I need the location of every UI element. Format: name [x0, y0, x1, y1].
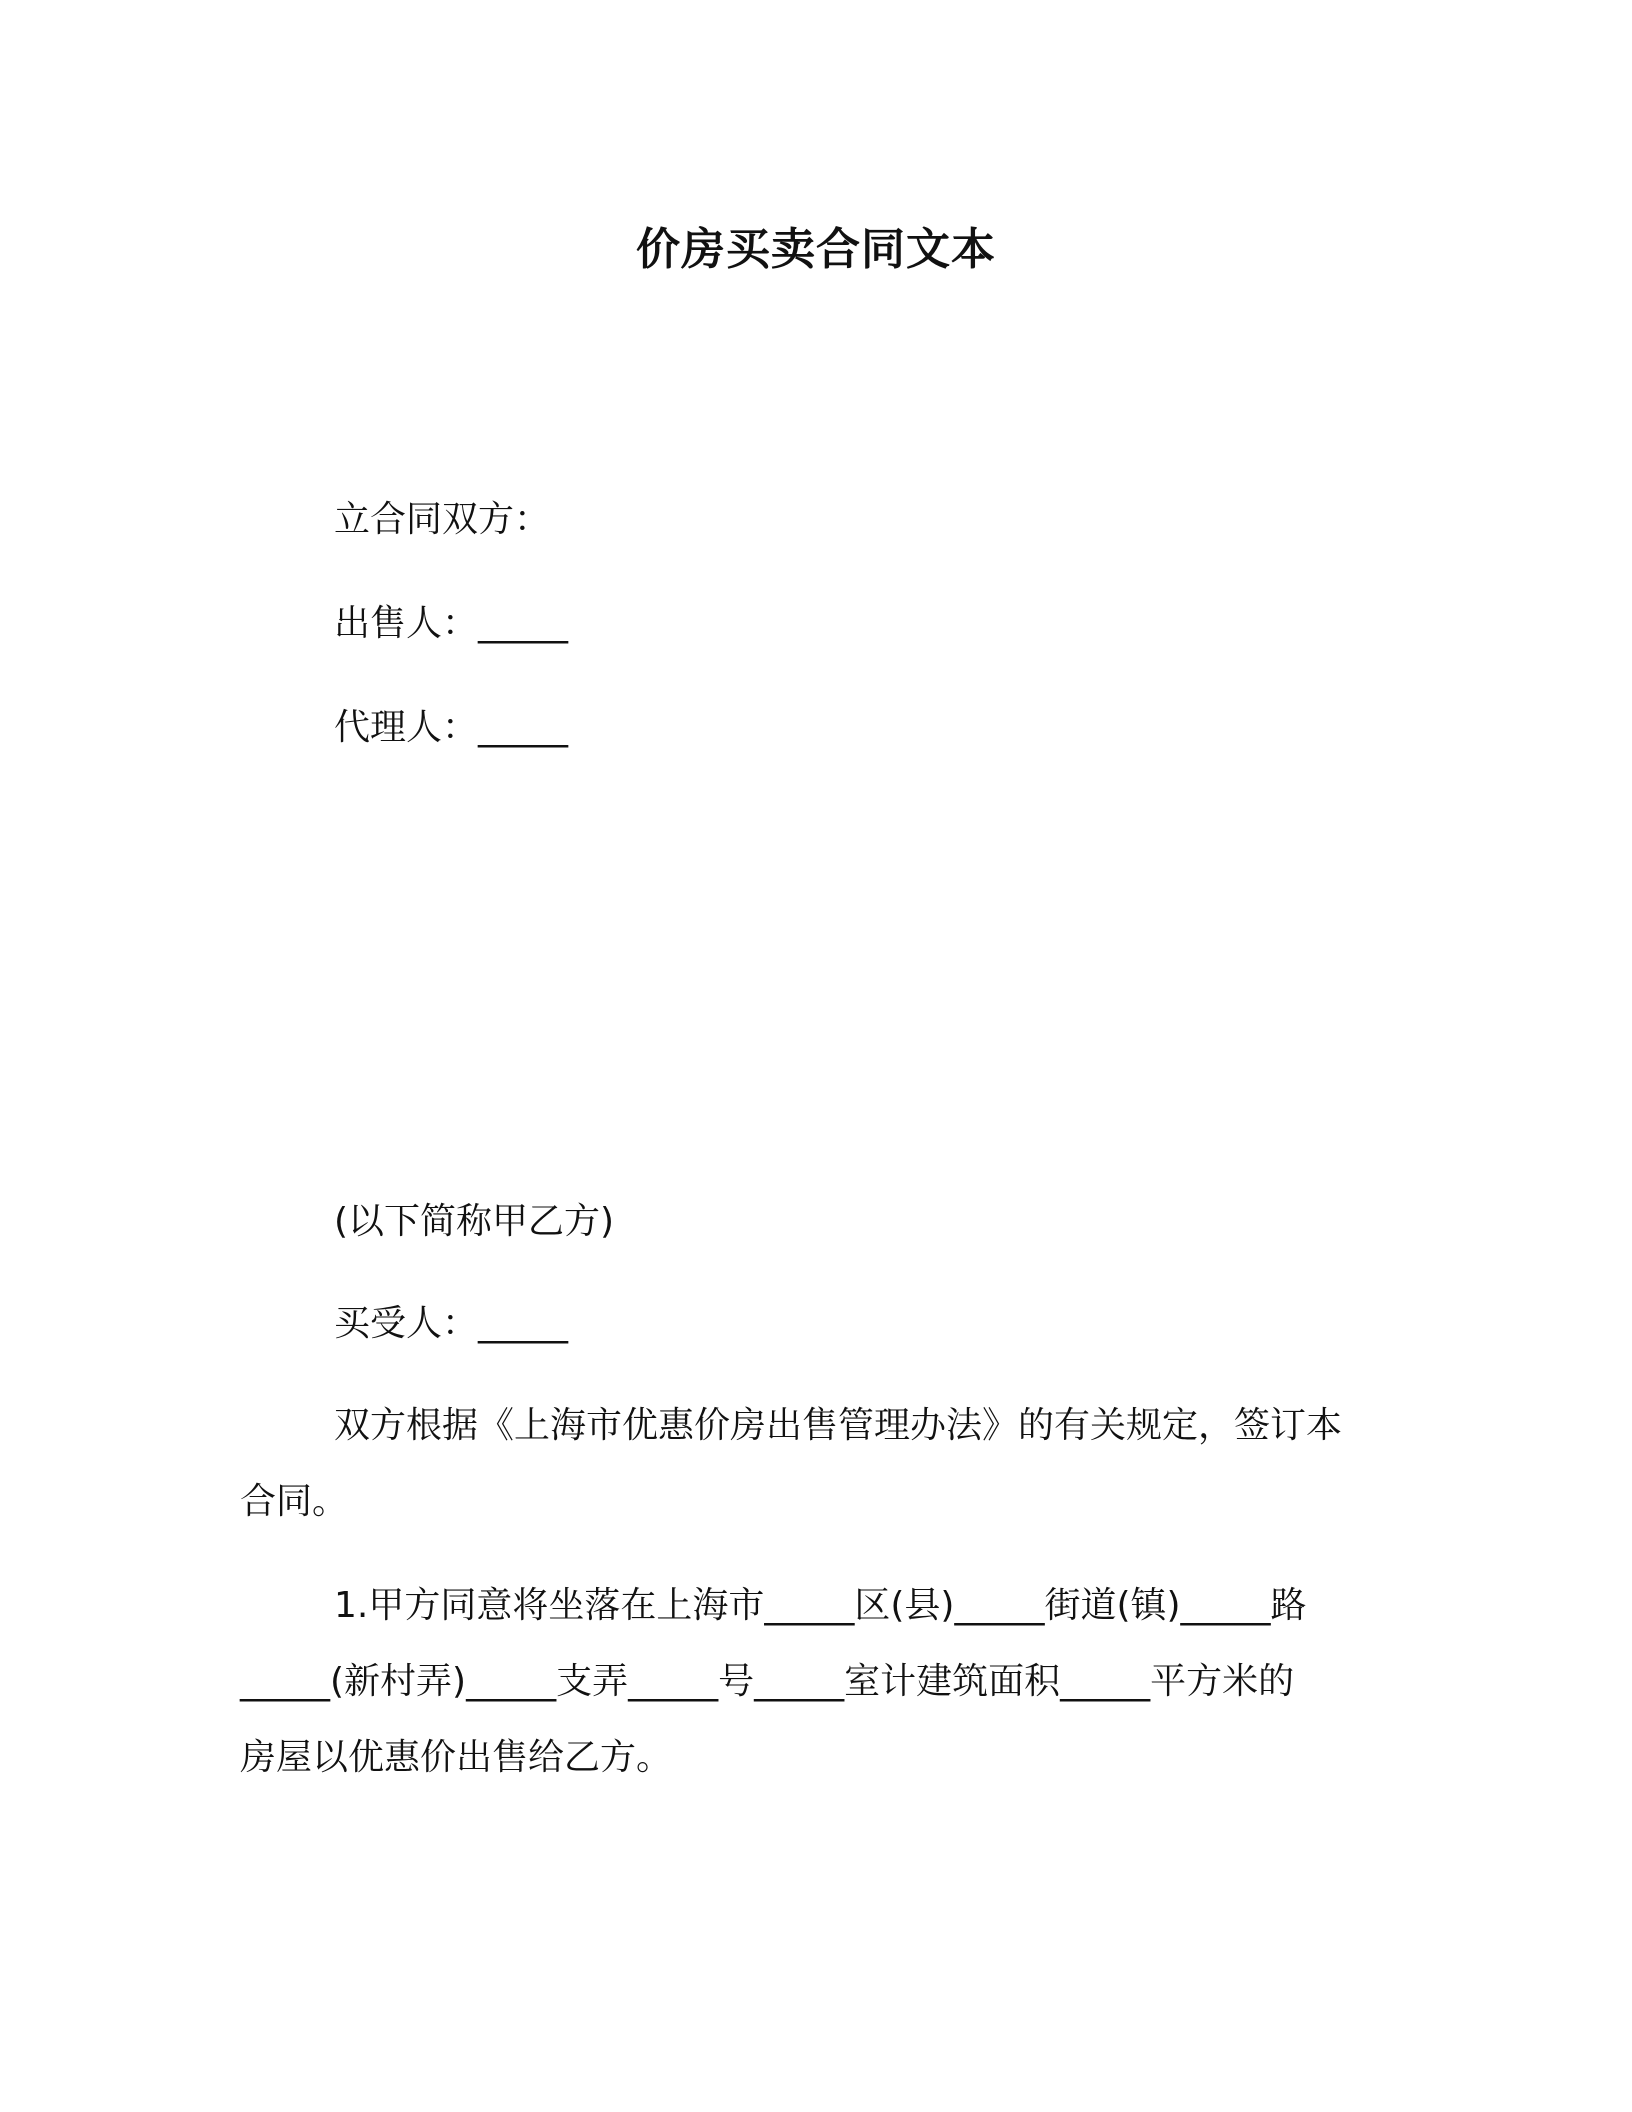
- abbreviation-note: (以下简称甲乙方): [334, 1201, 615, 1242]
- basis-paragraph-line-2: 合同。: [240, 1481, 349, 1522]
- agent-line: 代理人：_____: [334, 707, 569, 748]
- clause-1-line-2: _____(新村弄)_____支弄_____号_____室计建筑面积_____平方米的: [240, 1661, 1295, 1702]
- buyer-line: 买受人：_____: [334, 1303, 569, 1344]
- clause-1-line-1: 1.甲方同意将坐落在上海市_____区(县)_____街道(镇)_____路: [334, 1585, 1307, 1626]
- basis-paragraph-line-1: 双方根据《上海市优惠价房出售管理办法》的有关规定，签订本: [334, 1405, 1343, 1446]
- clause-1-line-3: 房屋以优惠价出售给乙方。: [240, 1737, 673, 1778]
- parties-heading: 立合同双方：: [334, 499, 551, 540]
- document-title: 价房买卖合同文本: [636, 224, 996, 275]
- seller-line: 出售人：_____: [334, 603, 569, 644]
